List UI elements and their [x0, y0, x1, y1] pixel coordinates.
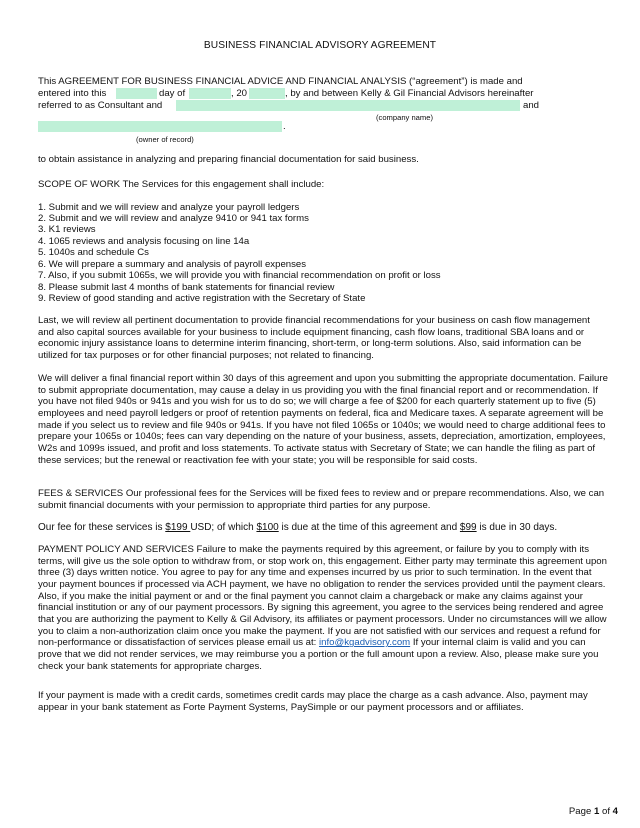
scope-item: 7. Also, if you submit 1065s, we will provide you with financial recommendation on profit or loss [38, 270, 441, 281]
intro-period: . [283, 121, 286, 132]
owner-label: (owner of record) [136, 135, 194, 144]
fee-due-later: $99 [459, 522, 477, 533]
scope-item: 2. Submit and we will review and analyze 9410 or 941 tax forms [38, 213, 309, 224]
scope-item: 8. Please submit last 4 months of bank statements for financial review [38, 282, 335, 293]
fee-text-a: Our fee for these services is [38, 522, 166, 533]
scope-intro: The Services for this engagement shall include: [122, 179, 325, 190]
intro-entered: entered into this [38, 88, 107, 99]
year-field[interactable] [249, 88, 285, 99]
intro-referred: referred to as Consultant and [38, 100, 163, 111]
intro-and: and [523, 100, 540, 111]
scope-item: 3. K1 reviews [38, 224, 96, 235]
payment-text-b: If your internal claim is valid and you can prove that we did not render services, we may reimburse you a portion or the full amount upon a review. Also, please make sure you check your bank statements for appropriate charges. [38, 637, 599, 672]
month-field[interactable] [189, 88, 231, 99]
intro-year-prefix: , 20 [231, 88, 248, 99]
footer-page-number: 1 [593, 806, 600, 817]
document-title: BUSINESS FINANCIAL ADVISORY AGREEMENT [203, 40, 437, 51]
scope-item: 9. Review of good standing and active registration with the Secretary of State [38, 293, 366, 304]
fee-due-now: $100 [256, 522, 279, 533]
fee-line [38, 522, 557, 534]
scope-heading-line [38, 179, 324, 191]
company-name-label: (company name) [376, 113, 433, 122]
owner-field[interactable] [38, 121, 282, 132]
day-field[interactable] [116, 88, 157, 99]
fees-heading: FEES & SERVICES [38, 488, 124, 499]
footer-page-total: 4 [612, 806, 618, 817]
paragraph-recommendations: Last, we will review all pertinent documentation to provide financial recommendations for your business on cash flow management and also capital sources available for your business to include equipment financing, cash flow loans, traditional SBA loans and or economic injury assistance loans to determine interim financing, short-term, or long-term solutions. Also, said information can be utilized for tax purposes or for other financial purposes; not related to financing. [38, 315, 590, 361]
fee-amount: $199 [165, 522, 191, 533]
intro-between: , by and between Kelly & Gil Financial Advisors hereinafter [285, 88, 534, 99]
scope-item: 4. 1065 reviews and analysis focusing on line 14a [38, 236, 250, 247]
paragraph-fees [38, 488, 608, 511]
fee-text-c: is due at the time of this agreement and [278, 522, 460, 533]
fees-text: Our professional fees for the Services will be fixed fees to review and or prepare recommendations. Also, we can submit financial documents with your permission to appropriate third parties for any purpose. [38, 488, 605, 511]
intro-line-1: This AGREEMENT FOR BUSINESS FINANCIAL ADVICE AND FINANCIAL ANALYSIS (“agreement”) is made and [38, 76, 523, 87]
intro-day-of: day of [159, 88, 186, 99]
email-link[interactable]: info@kgadvisory.com [319, 637, 411, 649]
footer-of-word: of [599, 806, 613, 817]
scope-item: 1. Submit and we will review and analyze your payroll ledgers [38, 202, 300, 213]
payment-text-a: Failure to make the payments required by this agreement, or failure by you to comply with its terms, will give us the sole option to withdraw from, or stop work on, this engagement. Either party may terminate this agreement upon three (3) days written notice. You agree to pay for any time and expenses incurred by us prior to such termination. In the event that your payment bounces if processed via ACH payment, we have no obligation to render the services provided until the payment clears. Also, if you make the initial payment or and or the final payment you cannot claim a chargeback or make any claims against your financial institution or any of our payment processors. By signing this agreement, you agree to the services being rendered and agree that you are authorizing the payment to Kelly & Gil Advisory, its affiliates or payment processors. Under no circumstances will we allow you to claim a non-authorization claim once you make the payment. If you are not satisfied with our services and request a refund for non-performance or dissatisfaction of services please email us at: [38, 544, 607, 649]
page-footer [569, 806, 618, 817]
paragraph-credit-card: If your payment is made with a credit cards, sometimes credit cards may place the charge as a cash advance. Also, payment may appear in your bank statement as Forte Payment Systems, PaySimple or our payment processors and or affiliates. [38, 690, 588, 713]
fee-text-d: is due in 30 days. [476, 522, 558, 533]
scope-heading: SCOPE OF WORK [38, 179, 121, 190]
fee-text-b: USD; of which [190, 522, 257, 533]
paragraph-payment-policy [38, 544, 608, 672]
company-name-field[interactable] [176, 100, 520, 111]
payment-heading: PAYMENT POLICY AND SERVICES [38, 544, 194, 555]
paragraph-final-report: We will deliver a final financial report within 30 days of this agreement and upon you submitting the appropriate documentation. Failure to submit appropriate documentation, may cause a delay in us providing you with the final financial report and or recommendation. If you have not filed 940s or 941s and you wish for us to do so; we will charge a fee of $200 for each quarterly statement up to five (5) employees and need payroll ledgers or proof of retention payments on federal, fica and Medicare taxes. A separate agreement will be made if you select us to review and file 940s or 941s. If you have not filed 1065s or 1040s; we would need to charge additional fees to prepare your 1065s or 1040s; fees can vary depending on the nature of your business, assets, depreciation, amortization, employees, W2s and 1099s issued, and profit and loss statements. To activate status with Secretary of State; we can handle the filing as part of these services; but the renewal or reactivation fee with your state; you will be responsible for said costs. [38, 373, 608, 466]
scope-item: 6. We will prepare a summary and analysis of payroll expenses [38, 259, 307, 270]
footer-page-word: Page [568, 806, 594, 817]
scope-item: 5. 1040s and schedule Cs [38, 247, 149, 258]
intro-purpose: to obtain assistance in analyzing and preparing financial documentation for said business. [38, 154, 419, 165]
